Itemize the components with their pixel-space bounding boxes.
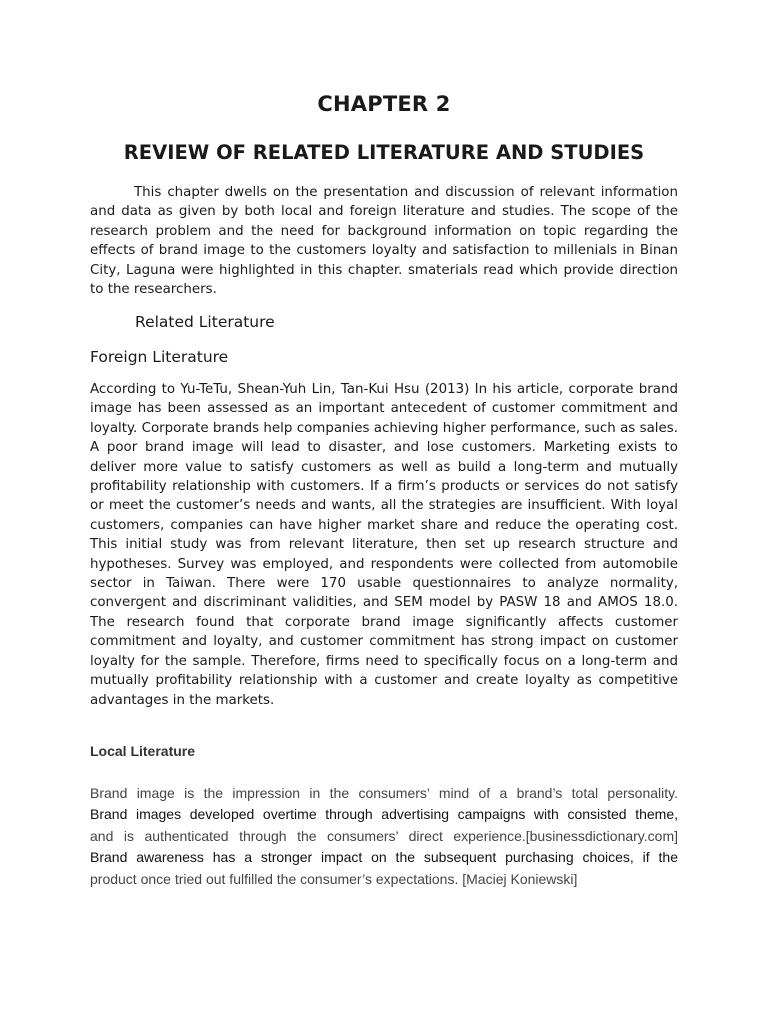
intro-paragraph: This chapter dwells on the presentation and discussion of relevant information and data as given by both local and foreign literature and studies. The scope of the research problem and the need for background information on topic regarding the effects of brand image to the customers loyalty and satisfaction to millenials in Binan City, Laguna were highlighted in this chapter. smaterials read which provide direction to the researchers. bbox=[90, 185, 678, 298]
foreign-literature-paragraph: According to Yu-TeTu, Shean-Yuh Lin, Tan-Kui Hsu (2013) In his article, corporate brand image has been assessed as an important antecedent of customer commitment and loyalty. Corporate brands help companies achieving higher performance, such as sales. A poor brand image will lead to disaster, and lose customers. Marketing exists to deliver more value to satisfy customers as well as build a long-term and mutually profitability relationship with customers. If a firm’s products or services do not satisfy or meet the customer’s needs and wants, all the strategies are insufficient. With loyal customers, companies can have higher market share and reduce the operating cost. This initial study was from relevant literature, then set up research structure and hypotheses. Survey was employed, and respondents were collected from automobile sector in Taiwan. There were 170 usable questionnaires to analyze normality, convergent and discriminant validities, and SEM model by PASW 18 and AMOS 18.0. The research found that corporate brand image significantly affects customer commitment and loyalty, and customer commitment has strong impact on customer loyalty for the sample. Therefore, firms need to specifically focus on a long-term and mutually profitability relationship with a customer and create loyalty as competitive advantages in the markets. bbox=[90, 382, 678, 708]
local-line: Brand awareness has a stronger impact on the subsequent purchasing choices, if the bbox=[90, 849, 678, 866]
local-line: and is authenticated through the consumers’ direct experience.[businessdictionary.com] bbox=[90, 827, 678, 844]
chapter-heading: CHAPTER 2 bbox=[317, 92, 451, 116]
local-literature-heading: Local Literature bbox=[90, 743, 196, 759]
foreign-literature-heading: Foreign Literature bbox=[90, 348, 229, 366]
local-literature-paragraph bbox=[90, 783, 678, 890]
local-line: Brand images developed overtime through advertising campaigns with consisted theme, bbox=[90, 806, 678, 823]
local-line: product once tried out fulfilled the consumer’s expectations. [Maciej Koniewski] bbox=[90, 870, 578, 887]
chapter-title: REVIEW OF RELATED LITERATURE AND STUDIES bbox=[123, 141, 645, 164]
related-literature-heading: Related Literature bbox=[135, 313, 275, 331]
local-line: Brand image is the impression in the consumers’ mind of a brand’s total personality. bbox=[90, 785, 678, 801]
